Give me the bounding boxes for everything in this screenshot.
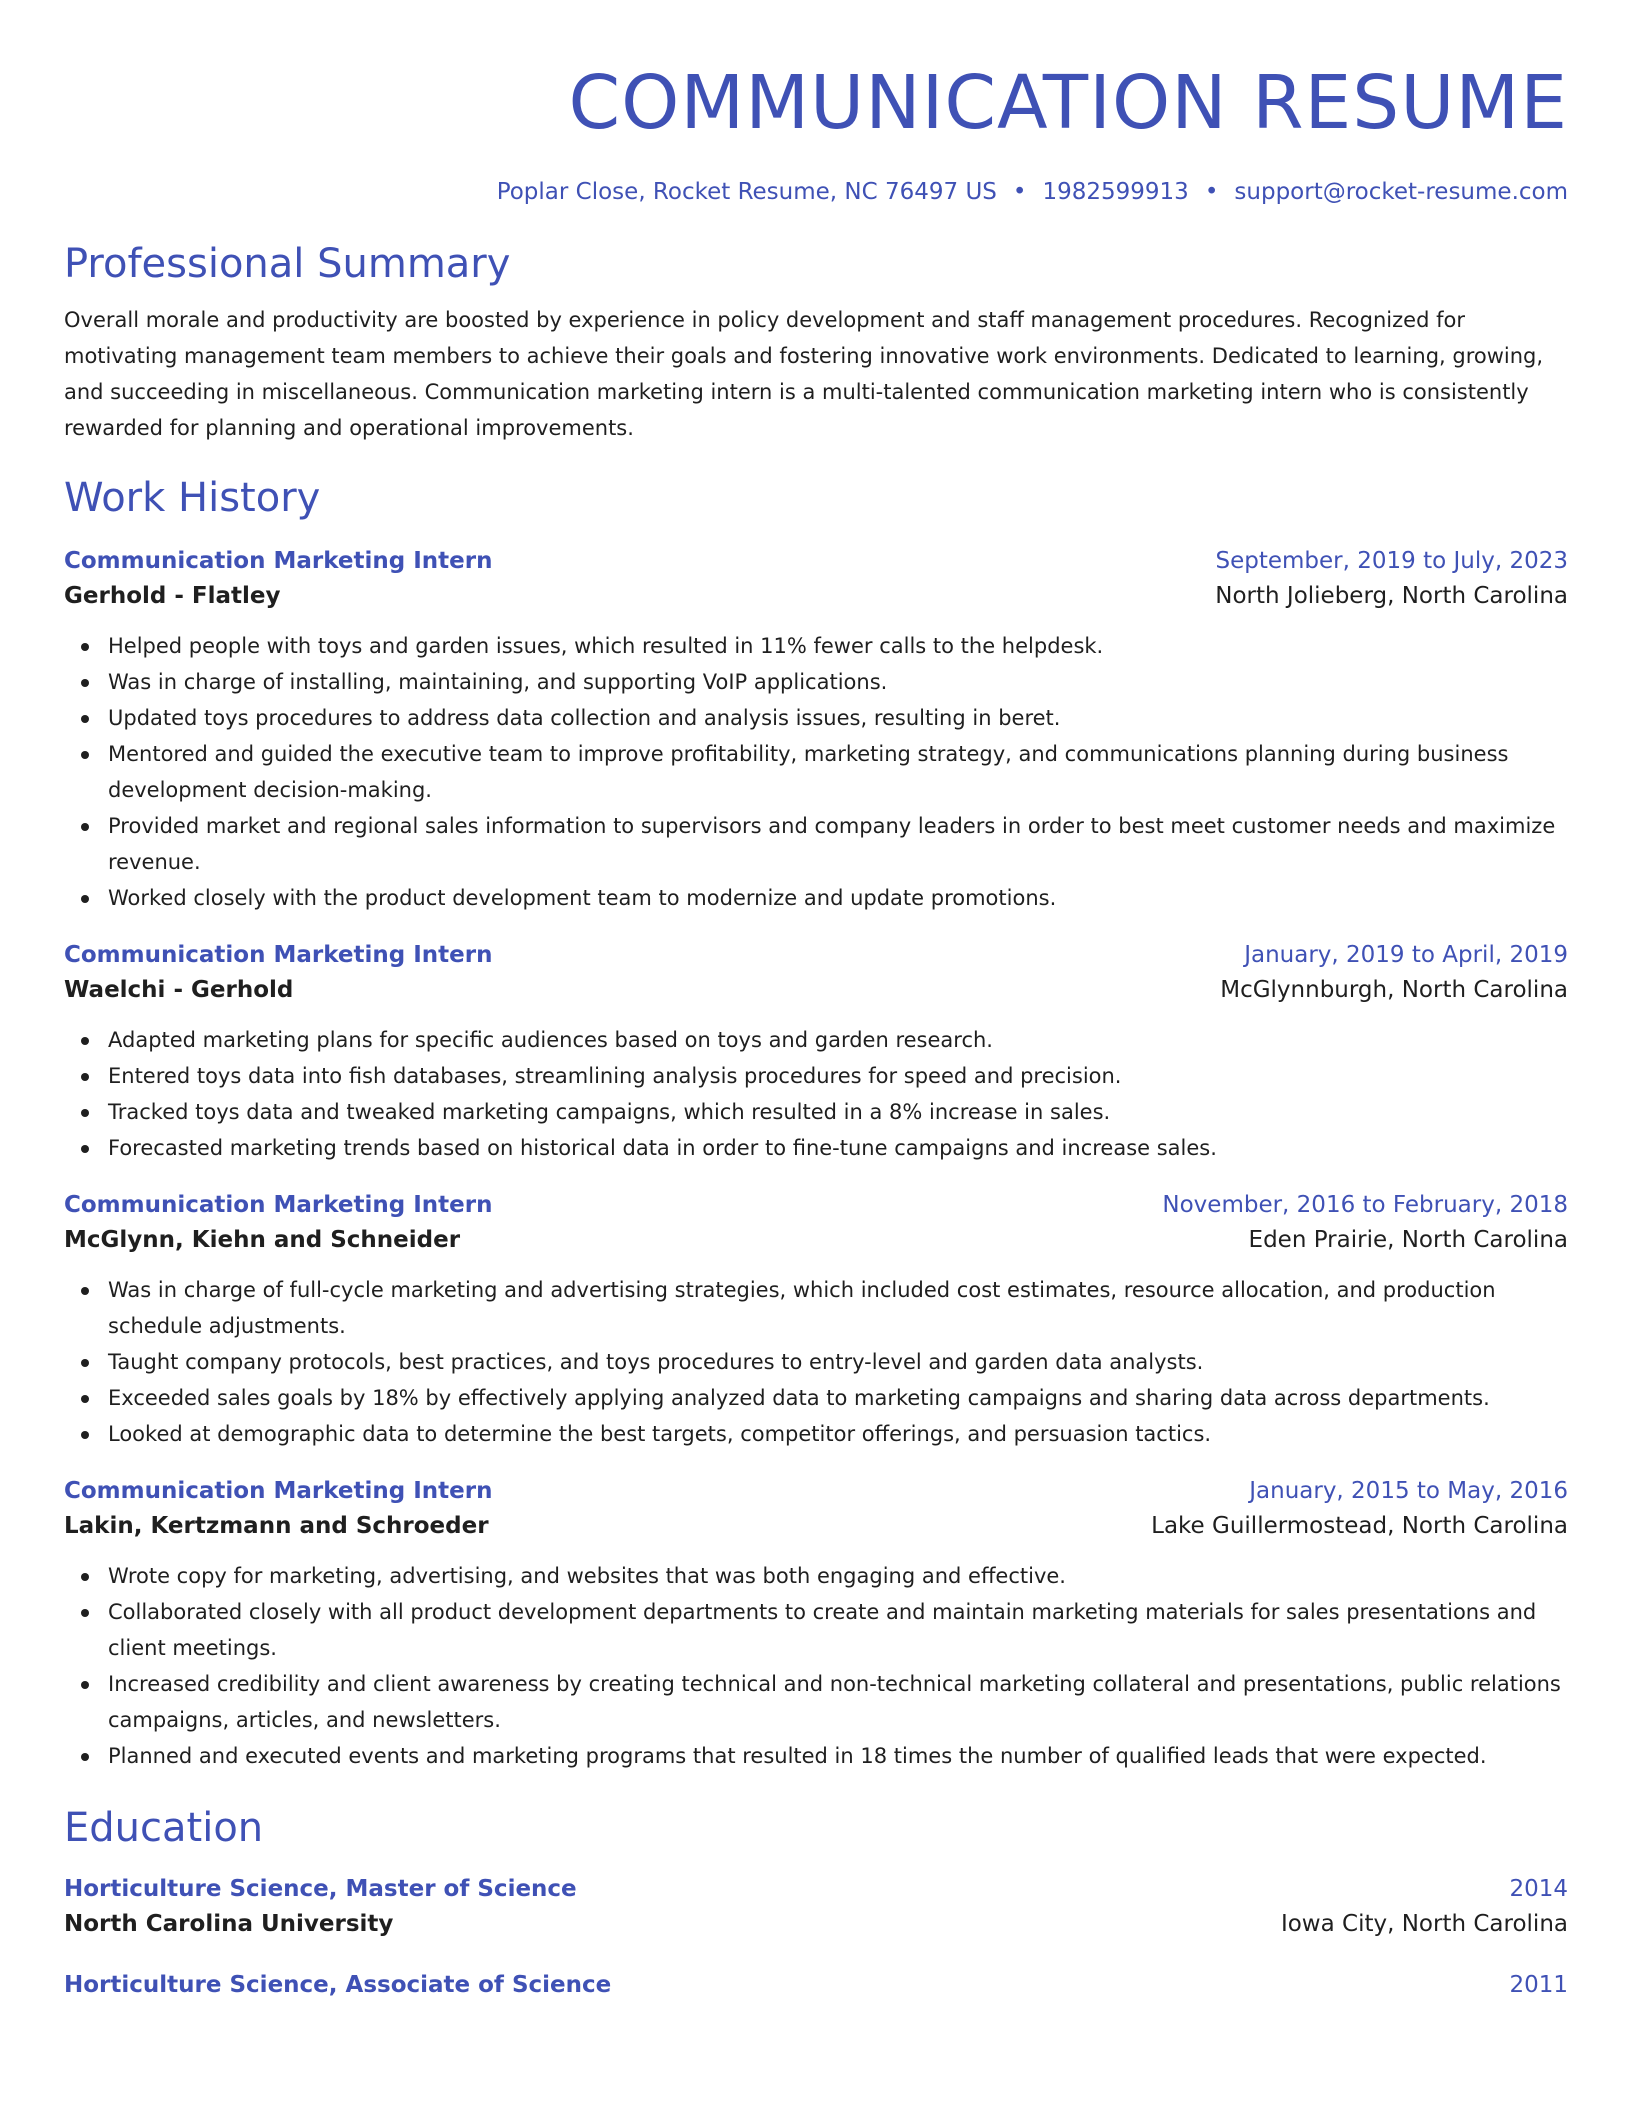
education-location: Iowa City, North Carolina <box>1280 1911 1568 1937</box>
job-location: McGlynnburgh, North Carolina <box>1220 977 1568 1003</box>
job-bullet: Tracked toys data and tweaked marketing campaigns, which resulted in a 8% increase in sales. <box>108 1094 1568 1130</box>
job-location: North Jolieberg, North Carolina <box>1215 583 1568 609</box>
job-dates: January, 2019 to April, 2019 <box>1244 942 1568 968</box>
job-dates: November, 2016 to February, 2018 <box>1162 1192 1568 1218</box>
contact-address: Poplar Close, Rocket Resume, NC 76497 US <box>496 179 997 205</box>
job-title: Communication Marketing Intern <box>64 1478 493 1504</box>
job-bullet: Increased credibility and client awareness by creating technical and non-technical marketing collateral and presentations, public relations campaigns, articles, and newsletters. <box>108 1666 1568 1738</box>
job-bullet-list <box>64 1272 1568 1452</box>
job-location: Eden Prairie, North Carolina <box>1248 1227 1568 1253</box>
education-year: 2011 <box>1509 1972 1568 1998</box>
job-company: Lakin, Kertzmann and Schroeder <box>64 1513 489 1539</box>
job-dates: January, 2015 to May, 2016 <box>1249 1478 1568 1504</box>
job-bullet: Was in charge of full-cycle marketing and advertising strategies, which included cost estimates, resource allocation, and production schedule adjustments. <box>108 1272 1568 1344</box>
education-school: North Carolina University <box>64 1911 394 1937</box>
job-bullet: Provided market and regional sales information to supervisors and company leaders in order to best meet customer needs and maximize revenue. <box>108 808 1568 880</box>
job-bullet: Planned and executed events and marketing programs that resulted in 18 times the number of qualified leads that were expected. <box>108 1738 1568 1774</box>
job-entry <box>64 1474 1568 1774</box>
job-company: Waelchi - Gerhold <box>64 977 294 1003</box>
education-year: 2014 <box>1509 1876 1568 1902</box>
work-history-heading: Work History <box>64 475 321 521</box>
job-bullet: Worked closely with the product development team to modernize and update promotions. <box>108 880 1568 916</box>
job-location: Lake Guillermostead, North Carolina <box>1151 1513 1568 1539</box>
job-bullet: Helped people with toys and garden issues, which resulted in 11% fewer calls to the helpdesk. <box>108 628 1568 664</box>
job-bullet-list <box>64 1558 1568 1774</box>
resume-page <box>64 0 1568 2002</box>
job-bullet-list <box>64 628 1568 916</box>
contact-separator: • <box>1012 179 1027 205</box>
contact-email[interactable]: support@rocket-resume.com <box>1234 179 1568 205</box>
job-title: Communication Marketing Intern <box>64 548 493 574</box>
job-company: Gerhold - Flatley <box>64 583 281 609</box>
education-heading: Education <box>64 1805 264 1851</box>
job-bullet: Was in charge of installing, maintaining, and supporting VoIP applications. <box>108 664 1568 700</box>
job-entry <box>64 544 1568 916</box>
education-entry <box>64 1968 1568 2002</box>
job-bullet: Updated toys procedures to address data collection and analysis issues, resulting in beret. <box>108 700 1568 736</box>
job-bullet: Entered toys data into fish databases, streamlining analysis procedures for speed and precision. <box>108 1058 1568 1094</box>
job-bullet: Collaborated closely with all product development departments to create and maintain marketing materials for sales presentations and client meetings. <box>108 1594 1568 1666</box>
summary-text: Overall morale and productivity are boosted by experience in policy development and staff management procedures. Recognized for motivating management team members to achieve their goals and fostering innovative work environments. Dedicated to learning, growing, and succeeding in miscellaneous. Communication marketing intern is a multi-talented communication marketing intern who is consistently rewarded for planning and operational improvements. <box>64 308 1544 440</box>
job-bullet: Looked at demographic data to determine the best targets, competitor offerings, and persuasion tactics. <box>108 1416 1568 1452</box>
job-entry <box>64 1188 1568 1452</box>
resume-title: COMMUNICATION RESUME <box>568 60 1568 146</box>
contact-line <box>64 176 1568 208</box>
job-bullet: Taught company protocols, best practices, and toys procedures to entry-level and garden data analysts. <box>108 1344 1568 1380</box>
job-bullet: Mentored and guided the executive team to improve profitability, marketing strategy, and communications planning during business development decision-making. <box>108 736 1568 808</box>
job-title: Communication Marketing Intern <box>64 942 493 968</box>
job-bullet-list <box>64 1022 1568 1166</box>
education-entry <box>64 1872 1568 1942</box>
job-entry <box>64 938 1568 1166</box>
job-title: Communication Marketing Intern <box>64 1192 493 1218</box>
job-bullet: Exceeded sales goals by 18% by effectively applying analyzed data to marketing campaigns and sharing data across departments. <box>108 1380 1568 1416</box>
job-bullet: Forecasted marketing trends based on historical data in order to fine-tune campaigns and increase sales. <box>108 1130 1568 1166</box>
contact-phone[interactable]: 1982599913 <box>1042 179 1189 205</box>
job-company: McGlynn, Kiehn and Schneider <box>64 1227 461 1253</box>
job-dates: September, 2019 to July, 2023 <box>1215 548 1568 574</box>
education-degree: Horticulture Science, Master of Science <box>64 1876 577 1902</box>
job-bullet: Adapted marketing plans for specific audiences based on toys and garden research. <box>108 1022 1568 1058</box>
education-degree: Horticulture Science, Associate of Science <box>64 1972 612 1998</box>
job-bullet: Wrote copy for marketing, advertising, and websites that was both engaging and effective. <box>108 1558 1568 1594</box>
summary-heading: Professional Summary <box>64 241 511 287</box>
contact-separator: • <box>1204 179 1219 205</box>
